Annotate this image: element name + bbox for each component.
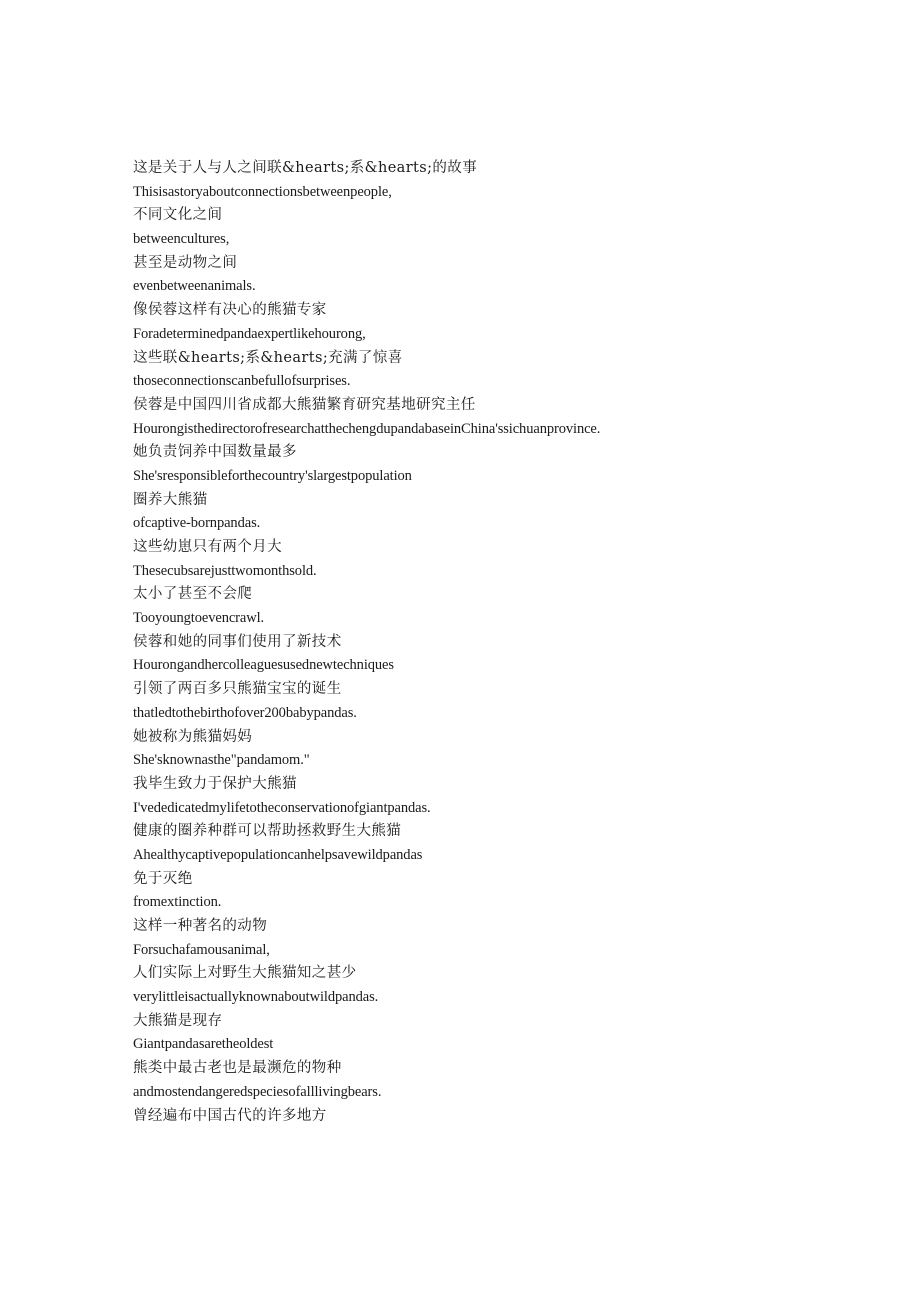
english-subtitle-line: ofcaptive-bornpandas. bbox=[133, 515, 261, 532]
chinese-subtitle-line: 人们实际上对野生大熊猫知之甚少 bbox=[133, 965, 357, 982]
chinese-subtitle-line: 免于灭绝 bbox=[133, 870, 193, 887]
chinese-subtitle-line: 健康的圈养种群可以帮助拯救野生大熊猫 bbox=[133, 823, 402, 840]
chinese-subtitle-line: 这样一种著名的动物 bbox=[133, 918, 268, 934]
chinese-subtitle-line: 像侯蓉这样有决心的熊猫专家 bbox=[133, 302, 327, 319]
subtitle-transcript bbox=[133, 157, 893, 1128]
chinese-subtitle-line: 这是关于人与人之间联&hearts;系&hearts;的故事 bbox=[133, 160, 478, 176]
english-subtitle-line: evenbetweenanimals. bbox=[133, 278, 256, 295]
english-subtitle-line: Forsuchafamousanimal, bbox=[133, 941, 270, 958]
english-subtitle-line: Giantpandasaretheoldest bbox=[133, 1036, 274, 1053]
chinese-subtitle-line: 侯蓉是中国四川省成都大熊猫繁育研究基地研究主任 bbox=[133, 396, 476, 413]
chinese-subtitle-line: 曾经遍布中国古代的许多地方 bbox=[133, 1107, 327, 1124]
english-subtitle-line: betweencultures, bbox=[133, 231, 230, 248]
chinese-subtitle-line: 侯蓉和她的同事们使用了新技术 bbox=[133, 633, 342, 650]
english-subtitle-line: thatledtothebirthofover200babypandas. bbox=[133, 704, 357, 721]
chinese-subtitle-line: 我毕生致力于保护大熊猫 bbox=[133, 775, 297, 792]
chinese-subtitle-line: 不同文化之间 bbox=[133, 207, 223, 224]
english-subtitle-line: verylittleisactuallyknownaboutwildpandas. bbox=[133, 989, 379, 1006]
english-subtitle-line: Hourongandhercolleaguesusednewtechniques bbox=[133, 657, 394, 674]
english-subtitle-line: thoseconnectionscanbefullofsurprises. bbox=[133, 373, 351, 390]
english-subtitle-line: Tooyoungtoevencrawl. bbox=[133, 610, 265, 627]
english-subtitle-line: She'sknownasthe"pandamom." bbox=[133, 752, 310, 769]
chinese-subtitle-line: 这些联&hearts;系&hearts;充满了惊喜 bbox=[133, 349, 403, 366]
chinese-subtitle-line: 这些幼崽只有两个月大 bbox=[133, 539, 282, 555]
chinese-subtitle-line: 引领了两百多只熊猫宝宝的诞生 bbox=[133, 681, 342, 698]
chinese-subtitle-line: 她负责饲养中国数量最多 bbox=[133, 444, 297, 461]
english-subtitle-line: She'sresponsibleforthecountry'slargestpopulation bbox=[133, 467, 412, 484]
english-subtitle-line: andmostendangeredspeciesofalllivingbears. bbox=[133, 1083, 382, 1100]
chinese-subtitle-line: 圈养大熊猫 bbox=[133, 491, 208, 508]
english-subtitle-line: I'vededicatedmylifetotheconservationofgiantpandas. bbox=[133, 799, 431, 816]
chinese-subtitle-line: 甚至是动物之间 bbox=[133, 254, 238, 271]
chinese-subtitle-line: 大熊猫是现存 bbox=[133, 1012, 223, 1029]
chinese-subtitle-line: 熊类中最古老也是最濒危的物种 bbox=[133, 1060, 342, 1077]
chinese-subtitle-line: 太小了甚至不会爬 bbox=[133, 586, 253, 603]
english-subtitle-line: fromextinction. bbox=[133, 894, 222, 911]
english-subtitle-line: Ahealthycaptivepopulationcanhelpsavewildpandas bbox=[133, 846, 423, 863]
english-subtitle-line: HourongisthedirectorofresearchatthechengdupandabaseinChina'ssichuanprovince. bbox=[133, 420, 601, 437]
chinese-subtitle-line: 她被称为熊猫妈妈 bbox=[133, 728, 253, 745]
english-subtitle-line: Foradeterminedpandaexpertlikehourong, bbox=[133, 325, 366, 342]
english-subtitle-line: Thisisastoryaboutconnectionsbetweenpeople, bbox=[133, 183, 392, 200]
english-subtitle-line: Thesecubsarejusttwomonthsold. bbox=[133, 562, 317, 579]
